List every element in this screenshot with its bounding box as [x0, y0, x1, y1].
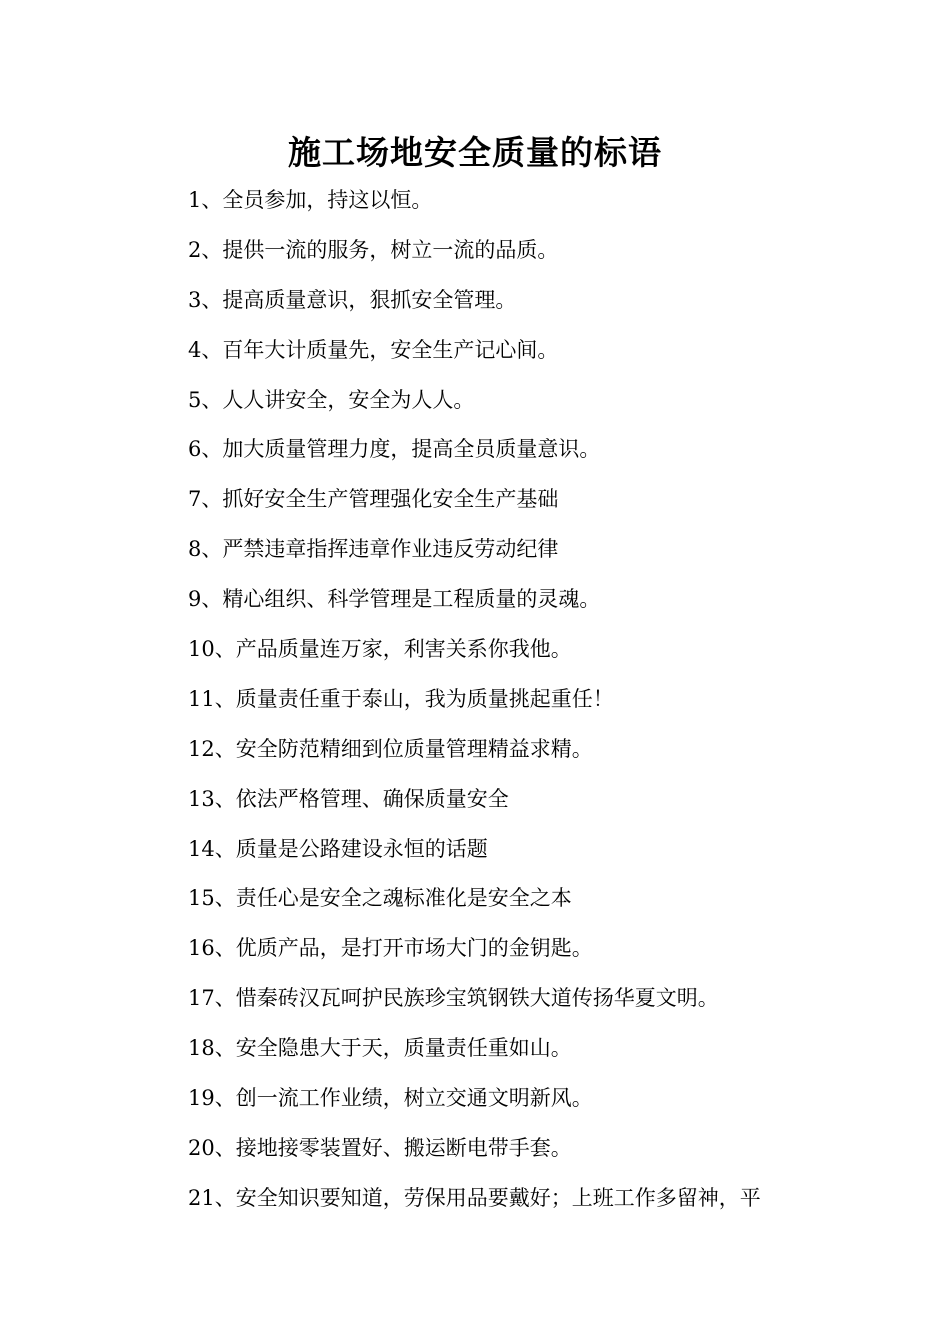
slogan-item-12: 12、安全防范精细到位质量管理精益求精。 — [188, 736, 593, 761]
slogan-item-7: 7、抓好安全生产管理强化安全生产基础 — [188, 487, 559, 512]
slogan-item-19: 19、创一流工作业绩，树立交通文明新风。 — [188, 1086, 593, 1111]
document-title: 施工场地安全质量的标语 — [288, 133, 662, 172]
slogan-item-20: 20、接地接零装置好、搬运断电带手套。 — [188, 1135, 572, 1160]
slogan-item-17: 17、惜秦砖汉瓦呵护民族珍宝筑钢铁大道传扬华夏文明。 — [188, 986, 719, 1011]
slogan-item-8: 8、严禁违章指挥违章作业违反劳动纪律 — [188, 537, 559, 562]
slogan-item-14: 14、质量是公路建设永恒的话题 — [188, 836, 488, 861]
slogan-item-1: 1、全员参加，持这以恒。 — [188, 188, 433, 212]
slogan-item-11: 11、质量责任重于泰山，我为质量挑起重任！ — [188, 686, 614, 711]
slogan-item-10: 10、产品质量连万家，利害关系你我他。 — [188, 637, 572, 662]
slogan-item-4: 4、百年大计质量先，安全生产记心间。 — [188, 337, 559, 362]
slogan-item-9: 9、精心组织、科学管理是工程质量的灵魂。 — [188, 587, 601, 612]
slogan-item-2: 2、提供一流的服务，树立一流的品质。 — [188, 237, 559, 262]
slogan-item-3: 3、提高质量意识，狠抓安全管理。 — [188, 287, 517, 312]
slogan-item-5: 5、人人讲安全，安全为人人。 — [188, 387, 475, 412]
slogan-item-15: 15、责任心是安全之魂标准化是安全之本 — [188, 886, 572, 911]
slogan-item-18: 18、安全隐患大于天，质量责任重如山。 — [188, 1036, 572, 1061]
slogan-item-13: 13、依法严格管理、确保质量安全 — [188, 786, 509, 811]
slogan-item-21: 21、安全知识要知道，劳保用品要戴好；上班工作多留神，平 — [188, 1185, 761, 1210]
slogan-item-6: 6、加大质量管理力度，提高全员质量意识。 — [188, 437, 601, 462]
slogan-item-16: 16、优质产品，是打开市场大门的金钥匙。 — [188, 936, 593, 961]
slogan-list — [188, 182, 848, 1230]
